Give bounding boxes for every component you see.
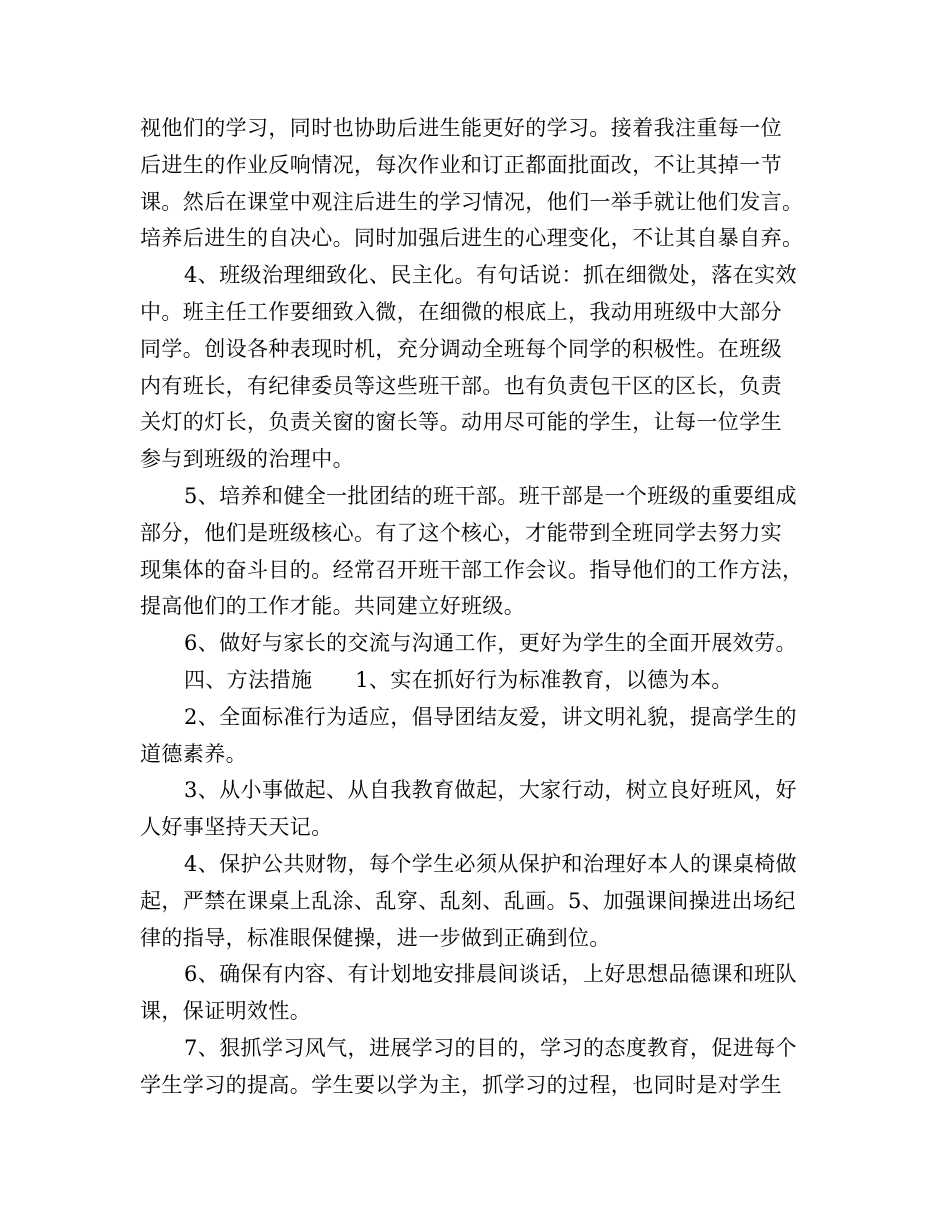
text-line: 课，保证明效性。: [140, 999, 312, 1024]
paragraph-start-line: 4、保护公共财物，每个学生必须从保护和治理好本人的课桌椅做: [184, 851, 797, 876]
text-line: 参与到班级的治理中。: [140, 447, 354, 472]
text-line: 道德素养。: [140, 741, 247, 766]
paragraph-start-line: 6、确保有内容、有计划地安排晨间谈话，上好思想品德课和班队: [184, 962, 797, 987]
section-heading-line: 四、方法措施 1、实在抓好行为标准教育，以德为本。: [184, 667, 733, 692]
text-line: 现集体的奋斗目的。经常召开班干部工作会议。指导他们的工作方法，: [140, 557, 804, 582]
text-line: 视他们的学习，同时也协助后进生能更好的学习。接着我注重每一位: [140, 116, 782, 140]
text-line: 部分，他们是班级核心。有了这个核心，才能带到全班同学去努力实: [140, 520, 782, 545]
text-line: 培养后进生的自决心。同时加强后进生的心理变化，不让其自暴自弃。: [140, 226, 804, 251]
paragraph-start-line: 7、狠抓学习风气，进展学习的目的，学习的态度教育，促进每个: [184, 1035, 797, 1060]
paragraph-start-line: 4、班级治理细致化、民主化。有句话说：抓在细微处，落在实效: [184, 263, 797, 288]
text-line: 中。班主任工作要细致入微，在细微的根底上，我动用班级中大部分: [140, 299, 782, 324]
document-page: [140, 110, 830, 1104]
text-line: 学生学习的提高。学生要以学为主，抓学习的过程，也同时是对学生: [140, 1072, 782, 1097]
text-line: 关灯的灯长，负责关窗的窗长等。动用尽可能的学生，让每一位学生: [140, 410, 782, 435]
text-line: 课。然后在课堂中观注后进生的学习情况，他们一举手就让他们发言。: [140, 189, 804, 214]
text-line: 同学。创设各种表现时机，充分调动全班每个同学的积极性。在班级: [140, 336, 782, 361]
text-line: 后进生的作业反响情况，每次作业和订正都面批面改，不让其掉一节: [140, 152, 782, 177]
text-line: 提高他们的工作才能。共同建立好班级。: [140, 594, 526, 619]
text-line: 律的指导，标准眼保健操，进一步做到正确到位。: [140, 925, 611, 950]
paragraph-start-line: 5、培养和健全一批团结的班干部。班干部是一个班级的重要组成: [184, 483, 797, 508]
paragraph-start-line: 6、做好与家长的交流与沟通工作，更好为学生的全面开展效劳。: [184, 631, 797, 656]
text-line: 起，严禁在课桌上乱涂、乱穿、乱刻、乱画。5、加强课间操进出场纪: [140, 888, 796, 913]
paragraph-start-line: 2、全面标准行为适应，倡导团结友爱，讲文明礼貌，提高学生的: [184, 704, 797, 729]
text-line: 人好事坚持天天记。: [140, 815, 333, 840]
paragraph-start-line: 3、从小事做起、从自我教育做起，大家行动，树立良好班风，好: [184, 778, 797, 803]
text-line: 内有班长，有纪律委员等这些班干部。也有负责包干区的区长，负责: [140, 373, 782, 398]
